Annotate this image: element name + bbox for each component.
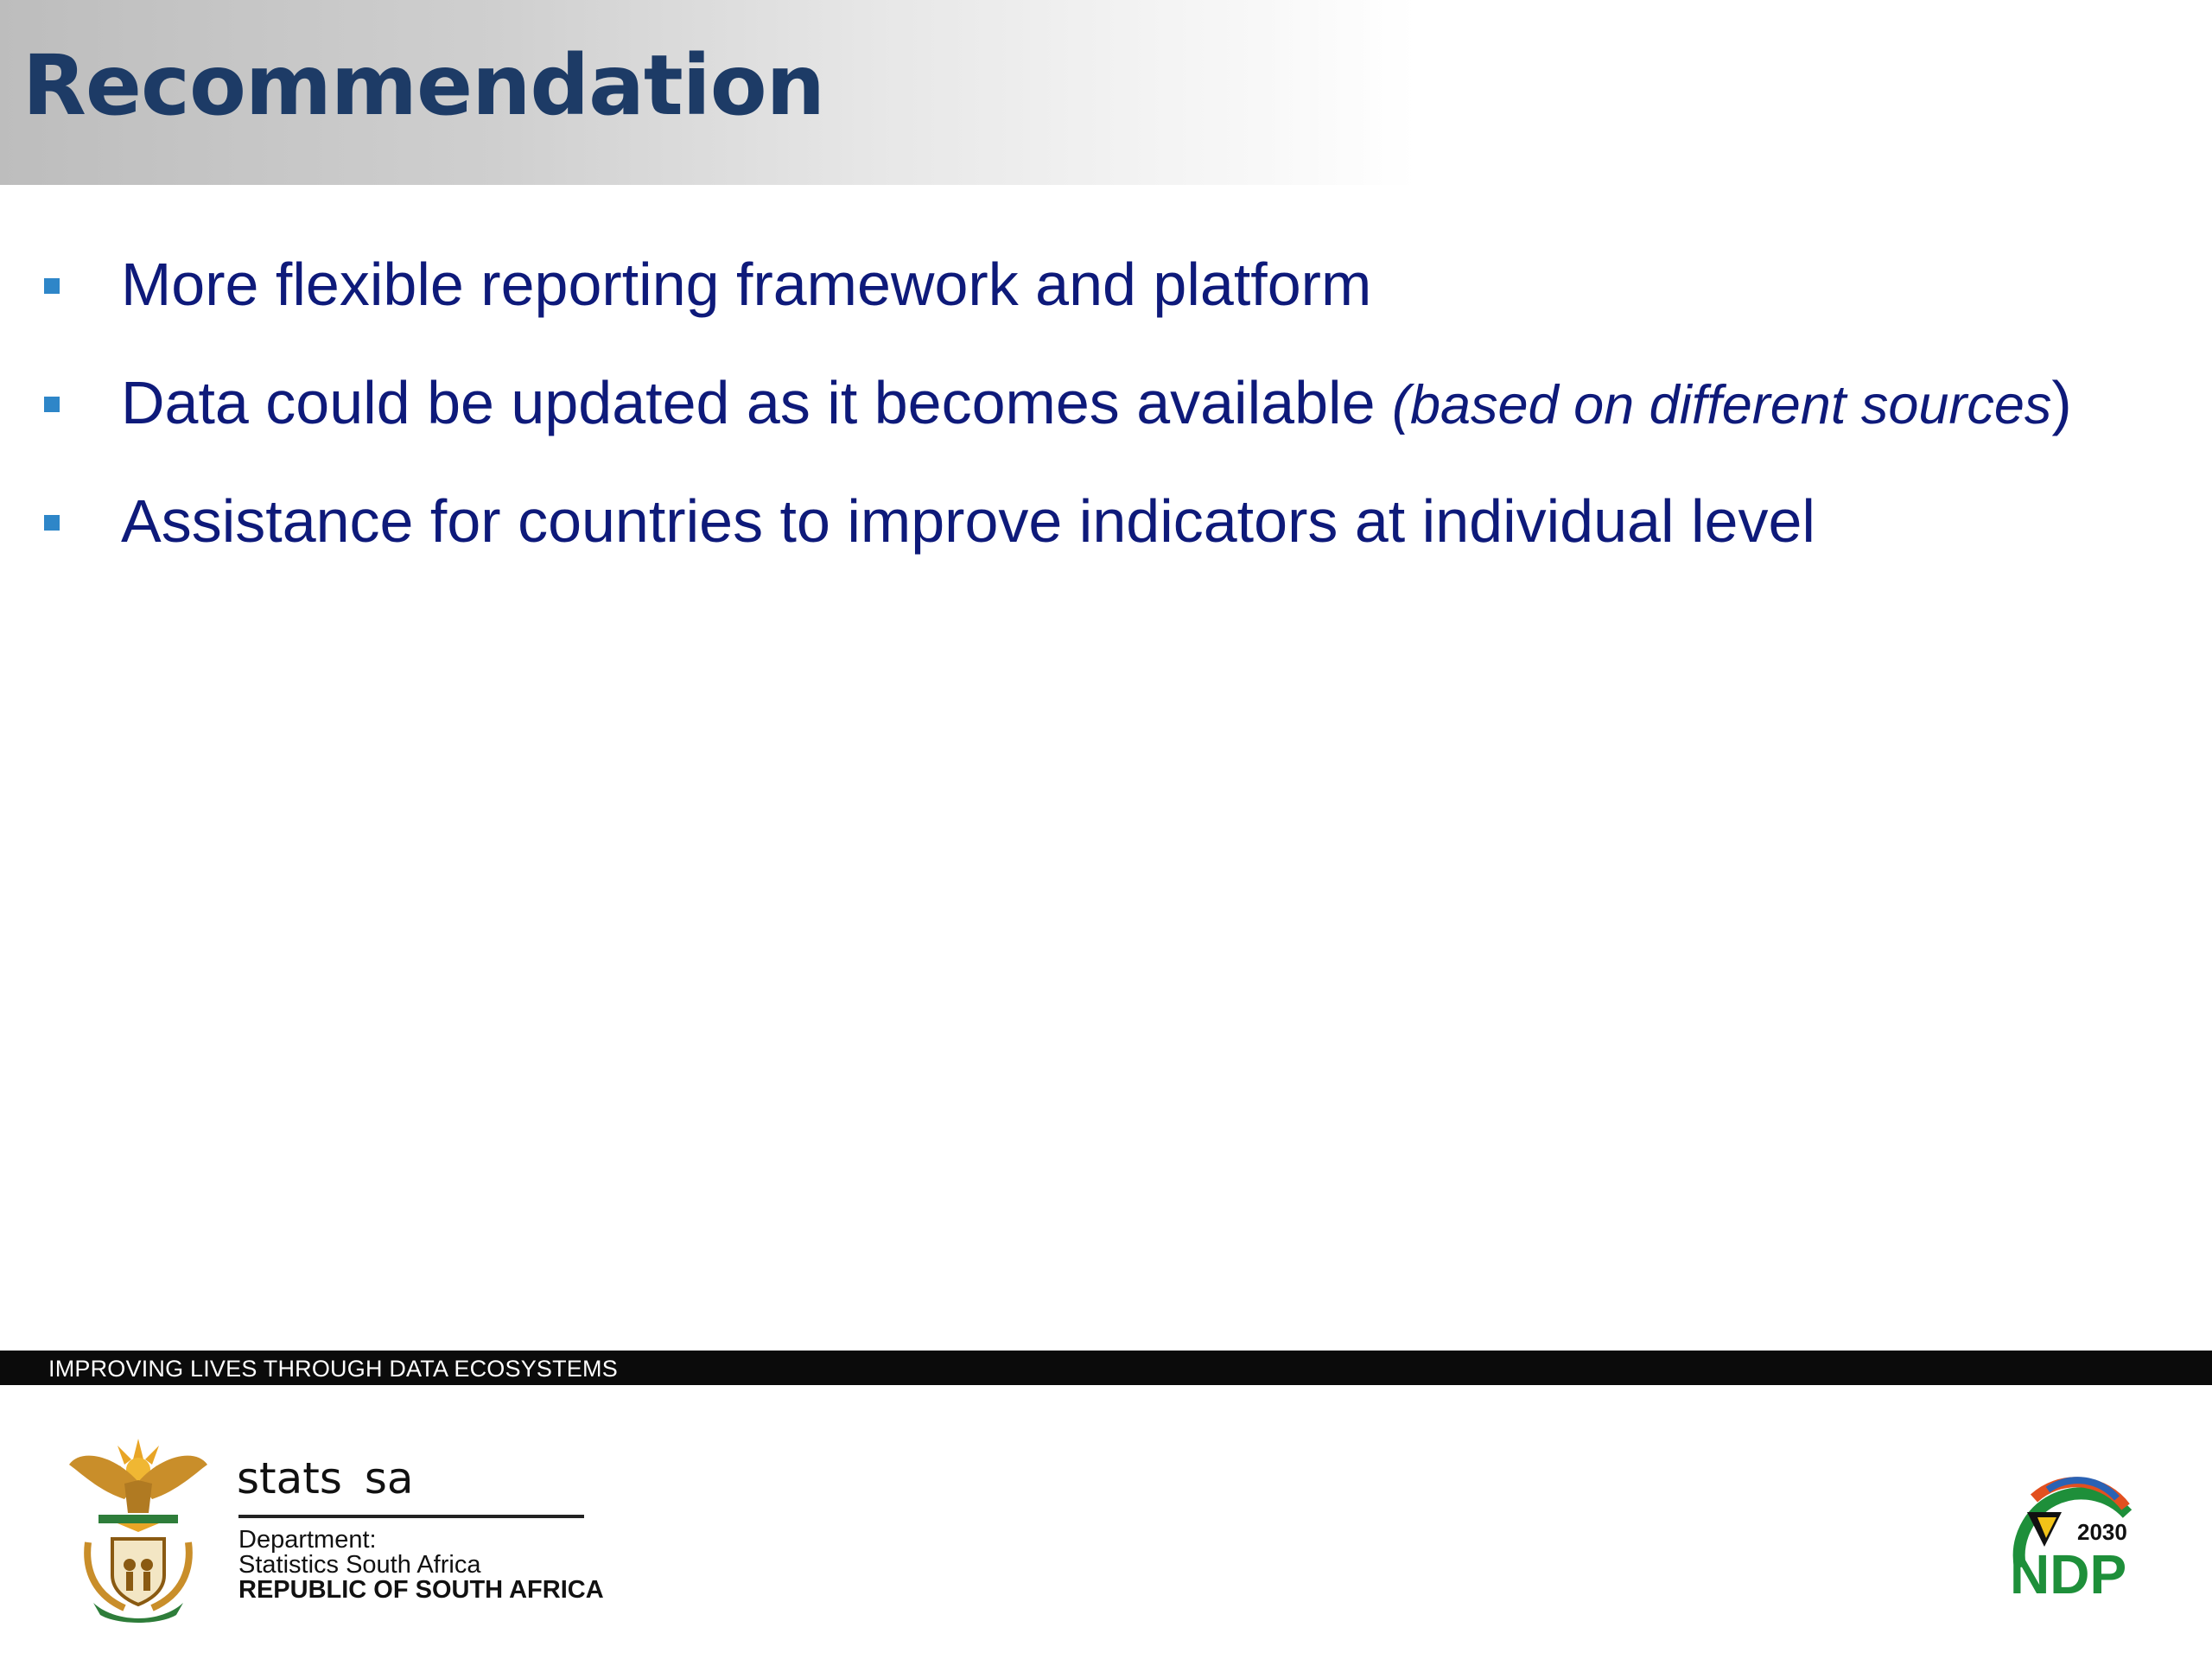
bullet-text: Data could be updated as it becomes available xyxy=(121,369,1392,436)
country-name: REPUBLIC OF SOUTH AFRICA xyxy=(238,1576,604,1604)
coat-of-arms-logo xyxy=(64,1430,213,1624)
square-bullet-icon xyxy=(44,397,60,412)
square-bullet-icon xyxy=(44,515,60,531)
bullet-item xyxy=(0,360,2212,447)
bullet-note: based on different sources xyxy=(1409,375,2052,435)
ndp-label: NDP xyxy=(2010,1543,2127,1602)
bullet-note-close: ) xyxy=(2051,369,2072,436)
ndp-2030-logo xyxy=(1996,1464,2152,1602)
footer-bar xyxy=(0,1351,2212,1385)
bullet-text: Assistance for countries to improve indicators at individual level xyxy=(121,487,1815,555)
stats-divider xyxy=(238,1515,584,1518)
bullet-item xyxy=(0,479,2212,565)
slide-title: Recommendation xyxy=(22,37,824,134)
square-bullet-icon xyxy=(44,278,60,294)
stats-sa-wordmark: stats sa xyxy=(237,1453,414,1503)
bullet-note-open: ( xyxy=(1391,375,1410,435)
department-label: Department: xyxy=(238,1526,377,1554)
ndp-year: 2030 xyxy=(2077,1519,2127,1545)
department-name: Statistics South Africa xyxy=(238,1551,481,1579)
bullet-text-with-note xyxy=(121,369,2072,436)
bullet-item xyxy=(0,242,2212,328)
footer-tagline: IMPROVING LIVES THROUGH DATA ECOSYSTEMS xyxy=(48,1356,618,1382)
title-band xyxy=(0,0,1417,185)
bullet-text: More flexible reporting framework and platform xyxy=(121,251,1372,318)
